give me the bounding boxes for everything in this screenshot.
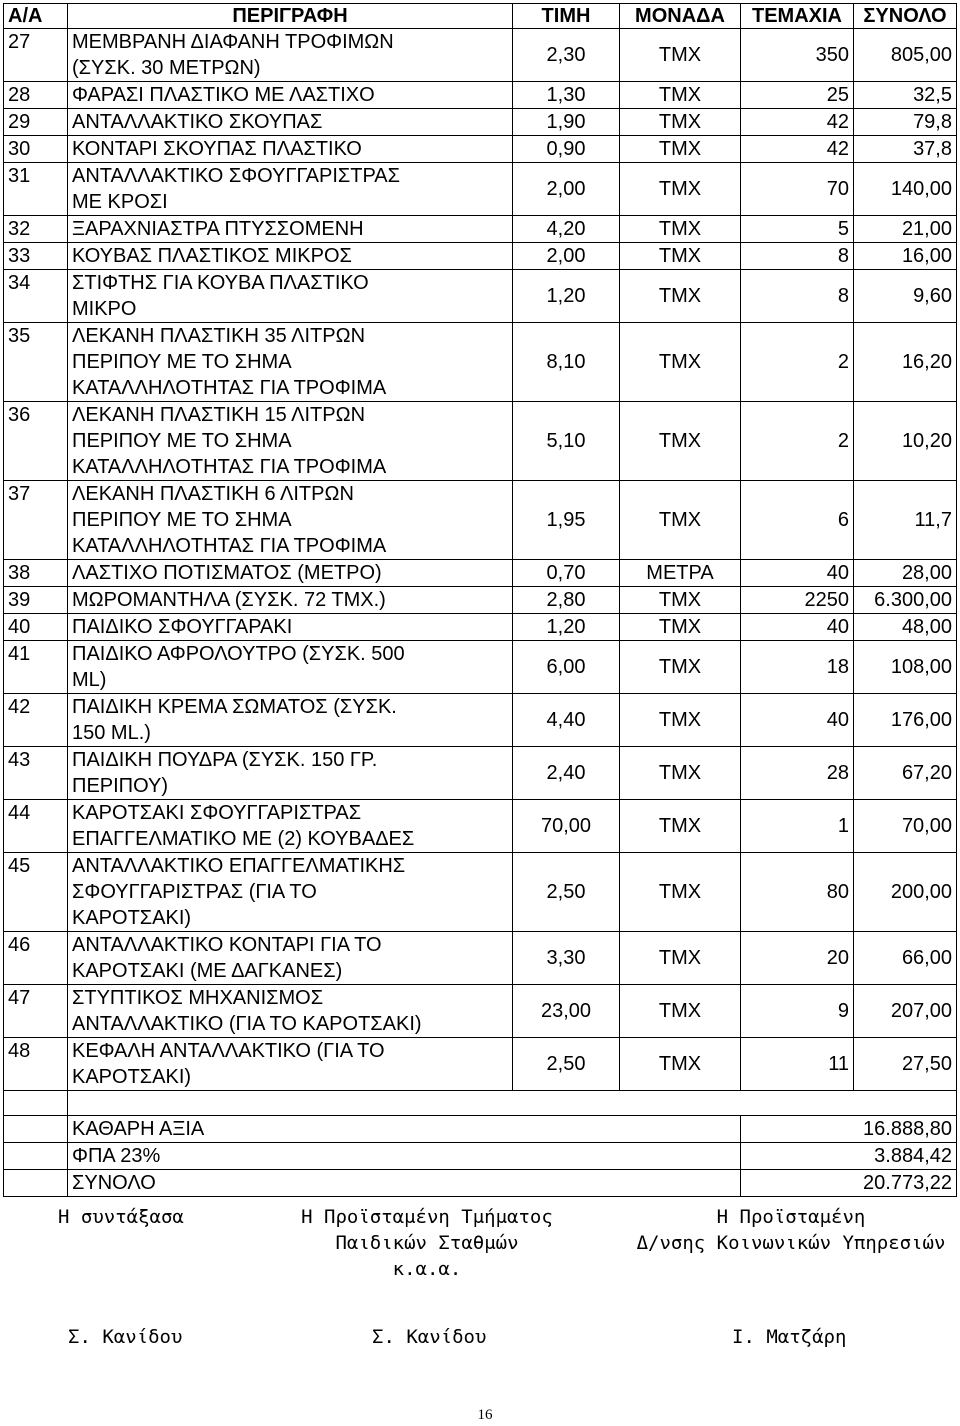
summary-row — [4, 1170, 957, 1197]
item-description — [68, 560, 513, 587]
summary-label: ΦΠΑ 23% — [68, 1143, 741, 1170]
item-price: 2,50 — [513, 853, 620, 932]
name-section-head: Σ. Κανίδου — [372, 1326, 487, 1348]
item-description-line: ΠΑΙΔΙΚΟ ΣΦΟΥΓΓΑΡΑΚΙ — [72, 616, 293, 638]
signature-author-title: Η συντάξασα — [58, 1206, 184, 1228]
item-price: 0,70 — [513, 560, 620, 587]
item-quantity: 11 — [741, 1038, 854, 1091]
item-description-line: 150 ML.) — [72, 722, 151, 744]
item-number: 43 — [4, 747, 68, 800]
item-description-line: ΠΕΡΙΠΟΥ) — [72, 775, 169, 797]
signature-section-head-unit: Παιδικών Σταθμών — [335, 1232, 519, 1254]
item-quantity: 40 — [741, 560, 854, 587]
item-quantity: 28 — [741, 747, 854, 800]
item-unit: ΤΜΧ — [620, 109, 741, 136]
item-price: 6,00 — [513, 641, 620, 694]
item-quantity: 5 — [741, 216, 854, 243]
item-quantity: 25 — [741, 82, 854, 109]
item-number: 31 — [4, 163, 68, 216]
item-unit: ΤΜΧ — [620, 136, 741, 163]
item-total: 207,00 — [854, 985, 957, 1038]
item-quantity: 2 — [741, 402, 854, 481]
item-description-line: ΚΑΤΑΛΛΗΛΟΤΗΤΑΣ ΓΙΑ ΤΡΟΦΙΜΑ — [72, 377, 387, 399]
item-number: 35 — [4, 323, 68, 402]
item-total: 176,00 — [854, 694, 957, 747]
item-price: 23,00 — [513, 985, 620, 1038]
item-quantity: 350 — [741, 29, 854, 82]
table-row — [4, 800, 957, 853]
item-description-line: ΚΟΥΒΑΣ ΠΛΑΣΤΙΚΟΣ ΜΙΚΡΟΣ — [72, 245, 352, 267]
item-description-line: ΑΝΤΑΛΛΑΚΤΙΚΟ ΚΟΝΤΑΡΙ ΓΙΑ ΤΟ — [72, 934, 382, 956]
item-price: 2,00 — [513, 243, 620, 270]
item-total: 200,00 — [854, 853, 957, 932]
table-row — [4, 932, 957, 985]
item-description-line: ΑΝΤΑΛΛΑΚΤΙΚΟ ΕΠΑΓΓΕΛΜΑΤΙΚΗΣ — [72, 855, 406, 877]
page-number: 16 — [477, 1407, 493, 1423]
item-description-line: ΑΝΤΑΛΛΑΚΤΙΚΟ (ΓΙΑ ΤΟ ΚΑΡΟΤΣΑΚΙ) — [72, 1013, 422, 1035]
item-unit: ΤΜΧ — [620, 800, 741, 853]
item-description — [68, 614, 513, 641]
item-unit: ΤΜΧ — [620, 587, 741, 614]
item-number: 32 — [4, 216, 68, 243]
table-row — [4, 694, 957, 747]
item-description-line: ΚΕΦΑΛΗ ΑΝΤΑΛΛΑΚΤΙΚΟ (ΓΙΑ ΤΟ — [72, 1040, 385, 1062]
item-price: 3,30 — [513, 932, 620, 985]
summary-value: 20.773,22 — [741, 1170, 957, 1197]
item-description — [68, 641, 513, 694]
item-description-line: ΑΝΤΑΛΛΑΚΤΙΚΟ ΣΦΟΥΓΓΑΡΙΣΤΡΑΣ — [72, 165, 401, 187]
table-row — [4, 136, 957, 163]
summary-row — [4, 1143, 957, 1170]
item-price: 5,10 — [513, 402, 620, 481]
item-description — [68, 402, 513, 481]
item-number: 30 — [4, 136, 68, 163]
item-price: 1,30 — [513, 82, 620, 109]
item-total: 79,8 — [854, 109, 957, 136]
item-unit: ΤΜΧ — [620, 481, 741, 560]
item-price: 4,20 — [513, 216, 620, 243]
item-unit: ΤΜΧ — [620, 323, 741, 402]
item-unit: ΤΜΧ — [620, 932, 741, 985]
item-price: 2,40 — [513, 747, 620, 800]
item-description — [68, 481, 513, 560]
summary-body — [4, 1091, 957, 1197]
item-unit: ΜΕΤΡΑ — [620, 560, 741, 587]
name-author: Σ. Κανίδου — [68, 1326, 183, 1348]
table-row — [4, 853, 957, 932]
item-unit: ΤΜΧ — [620, 985, 741, 1038]
item-number: 46 — [4, 932, 68, 985]
item-total: 16,00 — [854, 243, 957, 270]
item-description — [68, 136, 513, 163]
item-total: 6.300,00 — [854, 587, 957, 614]
item-price: 1,95 — [513, 481, 620, 560]
item-number: 38 — [4, 560, 68, 587]
item-price: 1,20 — [513, 270, 620, 323]
item-description-line: ΛΕΚΑΝΗ ΠΛΑΣΤΙΚΗ 6 ΛΙΤΡΩΝ — [72, 483, 354, 505]
item-description-line: ΦΑΡΑΣΙ ΠΛΑΣΤΙΚΟ ΜΕ ΛΑΣΤΙΧΟ — [72, 84, 375, 106]
item-unit: ΤΜΧ — [620, 82, 741, 109]
item-unit: ΤΜΧ — [620, 747, 741, 800]
table-row — [4, 109, 957, 136]
table-row — [4, 587, 957, 614]
item-price: 1,20 — [513, 614, 620, 641]
item-unit: ΤΜΧ — [620, 614, 741, 641]
item-description — [68, 1038, 513, 1091]
item-total: 140,00 — [854, 163, 957, 216]
item-description-line: ΜΩΡΟΜΑΝΤΗΛΑ (ΣΥΣΚ. 72 ΤΜΧ.) — [72, 589, 386, 611]
item-total: 66,00 — [854, 932, 957, 985]
item-total: 16,20 — [854, 323, 957, 402]
item-quantity: 42 — [741, 109, 854, 136]
item-description — [68, 29, 513, 82]
table-row — [4, 216, 957, 243]
item-description-line: ΚΑΤΑΛΛΗΛΟΤΗΤΑΣ ΓΙΑ ΤΡΟΦΙΜΑ — [72, 535, 387, 557]
item-description-line: ΚΑΡΟΤΣΑΚΙ) — [72, 1066, 192, 1088]
item-quantity: 80 — [741, 853, 854, 932]
table-row — [4, 747, 957, 800]
item-price: 8,10 — [513, 323, 620, 402]
item-number: 47 — [4, 985, 68, 1038]
item-description — [68, 800, 513, 853]
table-row — [4, 560, 957, 587]
item-unit: ΤΜΧ — [620, 270, 741, 323]
table-header-row — [4, 4, 957, 29]
item-description — [68, 587, 513, 614]
item-description — [68, 932, 513, 985]
item-quantity: 18 — [741, 641, 854, 694]
item-number: 33 — [4, 243, 68, 270]
item-total: 67,20 — [854, 747, 957, 800]
item-total: 32,5 — [854, 82, 957, 109]
item-number: 39 — [4, 587, 68, 614]
table-row — [4, 323, 957, 402]
item-total: 108,00 — [854, 641, 957, 694]
item-description-line: ΕΠΑΓΓΕΛΜΑΤΙΚΟ ΜΕ (2) ΚΟΥΒΑΔΕΣ — [72, 828, 415, 850]
item-quantity: 70 — [741, 163, 854, 216]
item-quantity: 2 — [741, 323, 854, 402]
signature-section-head-note: κ.α.α. — [392, 1258, 462, 1280]
table-row — [4, 270, 957, 323]
item-description-line: ΚΑΤΑΛΛΗΛΟΤΗΤΑΣ ΓΙΑ ΤΡΟΦΙΜΑ — [72, 456, 387, 478]
table-row — [4, 985, 957, 1038]
item-description-line: ΠΕΡΙΠΟΥ ΜΕ ΤΟ ΣΗΜΑ — [72, 509, 292, 531]
signature-director-title: Η Προϊσταμένη — [716, 1206, 866, 1228]
blank-row — [4, 1091, 957, 1116]
item-quantity: 40 — [741, 614, 854, 641]
header-quantity: ΤΕΜΑΧΙΑ — [741, 4, 854, 29]
item-price: 4,40 — [513, 694, 620, 747]
item-description — [68, 323, 513, 402]
item-number: 29 — [4, 109, 68, 136]
item-description — [68, 985, 513, 1038]
item-unit: ΤΜΧ — [620, 694, 741, 747]
item-unit: ΤΜΧ — [620, 29, 741, 82]
signature-director — [626, 1204, 956, 1256]
item-price: 2,30 — [513, 29, 620, 82]
signature-director-unit: Δ/νσης Κοινωνικών Υπηρεσιών — [636, 1232, 946, 1254]
signature-section-head — [292, 1204, 562, 1282]
item-description-line: ΠΕΡΙΠΟΥ ΜΕ ΤΟ ΣΗΜΑ — [72, 351, 292, 373]
item-description — [68, 82, 513, 109]
summary-row — [4, 1116, 957, 1143]
item-number: 45 — [4, 853, 68, 932]
item-description-line: ΣΤΥΠΤΙΚΟΣ ΜΗΧΑΝΙΣΜΟΣ — [72, 987, 324, 1009]
summary-label: ΚΑΘΑΡΗ ΑΞΙΑ — [68, 1116, 741, 1143]
item-description — [68, 243, 513, 270]
item-description — [68, 109, 513, 136]
item-description-line: ΜΕΜΒΡΑΝΗ ΔΙΑΦΑΝΗ ΤΡΟΦΙΜΩΝ — [72, 31, 394, 53]
item-description-line: ML) — [72, 669, 107, 691]
item-description-line: ΜΙΚΡΟ — [72, 298, 137, 320]
item-total: 27,50 — [854, 1038, 957, 1091]
item-total: 21,00 — [854, 216, 957, 243]
item-quantity: 20 — [741, 932, 854, 985]
signature-block — [0, 1204, 960, 1314]
item-description-line: ΚΑΡΟΤΣΑΚΙ (ΜΕ ΔΑΓΚΑΝΕΣ) — [72, 960, 343, 982]
item-total: 70,00 — [854, 800, 957, 853]
header-price: ΤΙΜΗ — [513, 4, 620, 29]
item-description-line: ΚΑΡΟΤΣΑΚΙ) — [72, 907, 192, 929]
item-description-line: ΛΕΚΑΝΗ ΠΛΑΣΤΙΚΗ 15 ΛΙΤΡΩΝ — [72, 404, 366, 426]
item-quantity: 8 — [741, 270, 854, 323]
item-description-line: (ΣΥΣΚ. 30 ΜΕΤΡΩΝ) — [72, 57, 261, 79]
table-row — [4, 82, 957, 109]
item-number: 42 — [4, 694, 68, 747]
item-number: 36 — [4, 402, 68, 481]
item-unit: ΤΜΧ — [620, 163, 741, 216]
item-quantity: 40 — [741, 694, 854, 747]
item-description-line: ΛΑΣΤΙΧΟ ΠΟΤΙΣΜΑΤΟΣ (ΜΕΤΡΟ) — [72, 562, 382, 584]
item-number: 28 — [4, 82, 68, 109]
item-total: 9,60 — [854, 270, 957, 323]
items-table — [3, 3, 957, 1197]
item-price: 0,90 — [513, 136, 620, 163]
item-unit: ΤΜΧ — [620, 641, 741, 694]
item-description-line: ΠΑΙΔΙΚΗ ΠΟΥΔΡΑ (ΣΥΣΚ. 150 ΓΡ. — [72, 749, 378, 771]
table-row — [4, 163, 957, 216]
header-description: ΠΕΡΙΓΡΑΦΗ — [68, 4, 513, 29]
item-description-line: ΞΑΡΑΧΝΙΑΣΤΡΑ ΠΤΥΣΣΟΜΕΝΗ — [72, 218, 364, 240]
item-total: 805,00 — [854, 29, 957, 82]
table-row — [4, 29, 957, 82]
item-description-line: ΚΑΡΟΤΣΑΚΙ ΣΦΟΥΓΓΑΡΙΣΤΡΑΣ — [72, 802, 362, 824]
item-description-line: ΠΕΡΙΠΟΥ ΜΕ ΤΟ ΣΗΜΑ — [72, 430, 292, 452]
item-number: 44 — [4, 800, 68, 853]
header-no: Α/Α — [4, 4, 68, 29]
item-quantity: 6 — [741, 481, 854, 560]
table-row — [4, 1038, 957, 1091]
signature-author — [58, 1204, 198, 1230]
item-description-line: ΜΕ ΚΡΟΣΙ — [72, 191, 168, 213]
item-number: 27 — [4, 29, 68, 82]
item-number: 48 — [4, 1038, 68, 1091]
item-price: 2,00 — [513, 163, 620, 216]
item-quantity: 8 — [741, 243, 854, 270]
table-row — [4, 614, 957, 641]
item-total: 11,7 — [854, 481, 957, 560]
header-unit: ΜΟΝΑΔΑ — [620, 4, 741, 29]
item-description — [68, 163, 513, 216]
item-description-line: ΚΟΝΤΑΡΙ ΣΚΟΥΠΑΣ ΠΛΑΣΤΙΚΟ — [72, 138, 362, 160]
item-unit: ΤΜΧ — [620, 402, 741, 481]
item-unit: ΤΜΧ — [620, 243, 741, 270]
item-description-line: ΛΕΚΑΝΗ ΠΛΑΣΤΙΚΗ 35 ΛΙΤΡΩΝ — [72, 325, 366, 347]
item-quantity: 42 — [741, 136, 854, 163]
item-number: 37 — [4, 481, 68, 560]
summary-value: 3.884,42 — [741, 1143, 957, 1170]
header-total: ΣΥΝΟΛΟ — [854, 4, 957, 29]
table-row — [4, 402, 957, 481]
item-quantity: 9 — [741, 985, 854, 1038]
item-total: 48,00 — [854, 614, 957, 641]
table-row — [4, 243, 957, 270]
table-row — [4, 481, 957, 560]
summary-spacer — [4, 1116, 68, 1143]
items-body — [4, 29, 957, 1091]
table-row — [4, 641, 957, 694]
item-total: 28,00 — [854, 560, 957, 587]
item-price: 1,90 — [513, 109, 620, 136]
item-description — [68, 694, 513, 747]
item-description-line: ΣΤΙΦΤΗΣ ΓΙΑ ΚΟΥΒΑ ΠΛΑΣΤΙΚΟ — [72, 272, 369, 294]
item-quantity: 1 — [741, 800, 854, 853]
item-description-line: ΣΦΟΥΓΓΑΡΙΣΤΡΑΣ (ΓΙΑ ΤΟ — [72, 881, 317, 903]
item-number: 34 — [4, 270, 68, 323]
name-director: Ι. Ματζάρη — [732, 1326, 847, 1348]
item-total: 37,8 — [854, 136, 957, 163]
summary-spacer — [4, 1170, 68, 1197]
item-description — [68, 216, 513, 243]
item-quantity: 2250 — [741, 587, 854, 614]
item-description-line: ΑΝΤΑΛΛΑΚΤΙΚΟ ΣΚΟΥΠΑΣ — [72, 111, 323, 133]
item-description — [68, 270, 513, 323]
item-number: 40 — [4, 614, 68, 641]
item-description — [68, 853, 513, 932]
signature-section-head-title: Η Προϊσταμένη Τμήματος — [301, 1206, 553, 1228]
summary-value: 16.888,80 — [741, 1116, 957, 1143]
item-total: 10,20 — [854, 402, 957, 481]
summary-spacer — [4, 1143, 68, 1170]
item-unit: ΤΜΧ — [620, 216, 741, 243]
summary-label: ΣΥΝΟΛΟ — [68, 1170, 741, 1197]
item-price: 2,50 — [513, 1038, 620, 1091]
item-number: 41 — [4, 641, 68, 694]
item-description-line: ΠΑΙΔΙΚΟ ΑΦΡΟΛΟΥΤΡΟ (ΣΥΣΚ. 500 — [72, 643, 405, 665]
item-price: 2,80 — [513, 587, 620, 614]
item-unit: ΤΜΧ — [620, 1038, 741, 1091]
item-description — [68, 747, 513, 800]
item-unit: ΤΜΧ — [620, 853, 741, 932]
item-price: 70,00 — [513, 800, 620, 853]
item-description-line: ΠΑΙΔΙΚΗ ΚΡΕΜΑ ΣΩΜΑΤΟΣ (ΣΥΣΚ. — [72, 696, 397, 718]
